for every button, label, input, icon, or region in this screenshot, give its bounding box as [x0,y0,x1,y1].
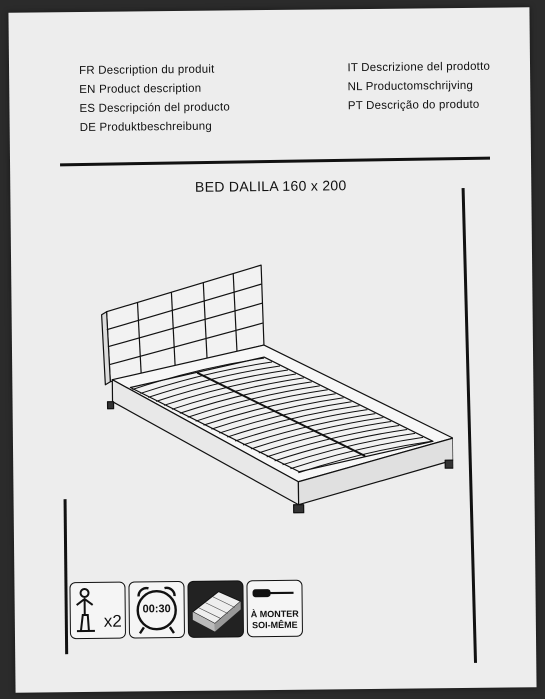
language-column-right [285,58,490,136]
lang-es: ES Descripción del producto [79,101,231,116]
assembly-label-line1: À MONTER [250,608,299,620]
assembly-label-line2: SOI-MÊME [252,619,298,631]
language-column-left [79,60,278,138]
wood-panel-icon [187,580,244,638]
instruction-sheet [8,7,536,692]
vertical-divider-right [462,188,477,663]
lang-it: IT Descrizione del prodotto [347,60,491,75]
lang-fr: FR Description du produit [79,63,215,78]
bed-illustration [91,248,454,522]
alarm-clock-icon [128,581,185,639]
info-icons-row [69,580,303,639]
screwdriver-icon [246,580,303,638]
lang-de: DE Produktbeschreibung [79,120,212,135]
language-descriptions [79,58,491,138]
product-title: BED DALILA 160 x 200 [194,177,347,195]
horizontal-divider [60,157,490,167]
assembly-time: 00:30 [142,603,171,616]
lang-pt: PT Descrição do produto [347,98,480,113]
lang-en: EN Product description [79,82,202,97]
persons-count: x2 [103,611,122,631]
two-persons-icon [69,582,126,640]
vertical-divider-left [64,499,69,654]
lang-nl: NL Productomschrijving [347,79,474,94]
